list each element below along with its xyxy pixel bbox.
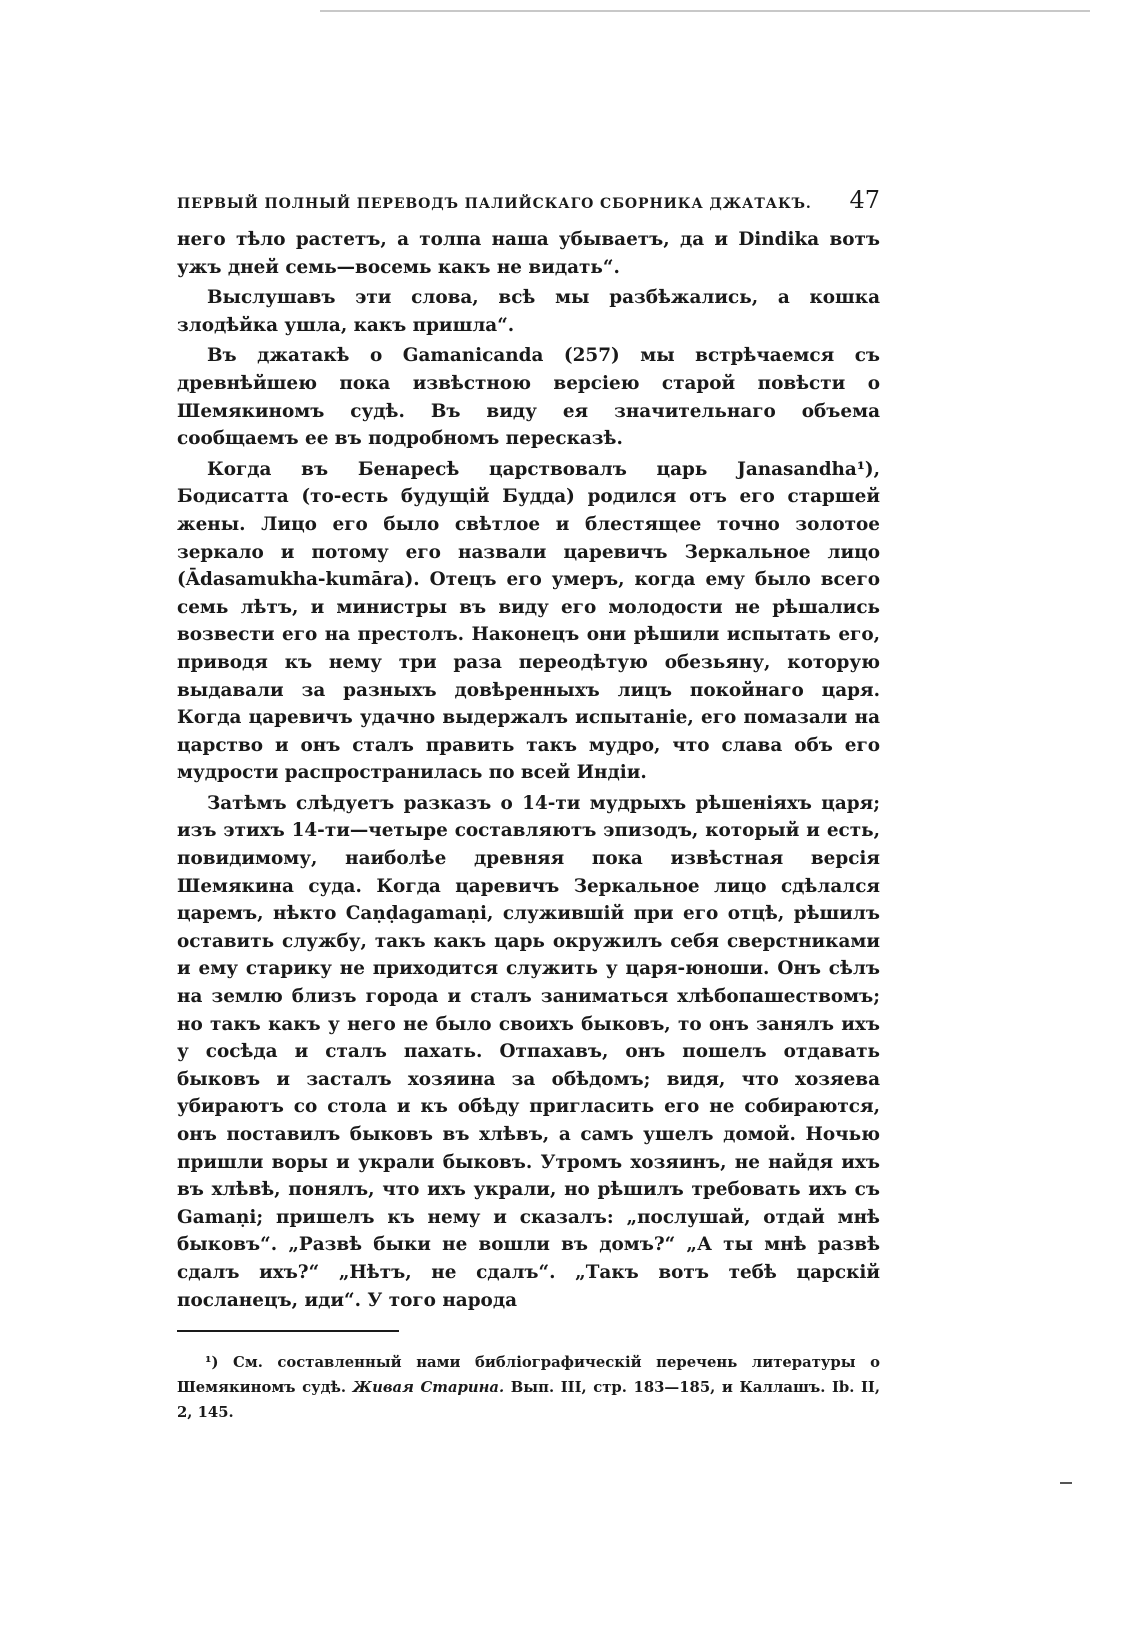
paragraph-5: Затѣмъ слѣдуетъ разказъ о 14-ти мудрыхъ рѣшеніяхъ царя; изъ этихъ 14-ти—четыре составляютъ эпизодъ, который и есть, повидимому, наиболѣе древняя пока извѣстная версія Шемякина суда. Когда царевичъ Зеркальное лицо сдѣлался царемъ, нѣкто Caṇḍagamaṇi, служившій при его отцѣ, рѣшилъ оставить службу, такъ какъ царь окружилъ себя сверстниками и ему старику не приходится служить у царя-юноши. Онъ сѣлъ на землю близъ города и сталъ заниматься хлѣбопашествомъ; но такъ какъ у него не было своихъ быковъ, то онъ занялъ ихъ у сосѣда и сталъ пахать. Отпахавъ, онъ пошелъ отдавать быковъ и засталъ хозяина за обѣдомъ; видя, что хозяева убираютъ со стола и къ обѣду пригласить его не собираются, онъ поставилъ быковъ въ хлѣвъ, а самъ ушелъ домой. Ночью пришли воры и украли быковъ. Утромъ хозяинъ, не найдя ихъ въ хлѣвѣ, понялъ, что ихъ украли, но рѣшилъ требовать ихъ съ Gamaṇi; пришелъ къ нему и сказалъ: „послушай, отдай мнѣ быковъ“. „Развѣ быки не вошли въ домъ?“ „А ты мнѣ развѣ сдалъ ихъ?“ „Нѣтъ, не сдалъ“. „Такъ вотъ тебѣ царскій посланецъ, иди“. У того народа xyxy=(177,792,880,1311)
paragraph-3: Въ джатакѣ о Gamanicanda (257) мы встрѣчаемся съ древнѣйшею пока извѣстною версіею старой повѣсти о Шемякиномъ судѣ. Въ виду ея значительнаго объема сообщаемъ ее въ подробномъ пересказѣ. xyxy=(177,345,880,450)
paragraph-1: него тѣло растетъ, а толпа наша убываетъ, да и Dindika вотъ ужъ дней семь—восемь какъ не видать“. xyxy=(177,229,880,278)
running-header xyxy=(177,186,880,220)
running-title: ПЕРВЫЙ ПОЛНЫЙ ПЕРЕВОДЪ ПАЛИЙСКАГО СБОРНИКА ДЖАТАКЪ. xyxy=(177,196,812,212)
scan-edge-line xyxy=(320,10,1090,12)
footnote-reference: Вып. III, стр. 183—185, и Каллашъ. Ib. II, 2, 145. xyxy=(177,1379,881,1422)
footnote-marker: ¹) xyxy=(205,1354,219,1372)
paragraph-2: Выслушавъ эти слова, всѣ мы разбѣжались, а кошка злодѣйка ушла, какъ пришла“. xyxy=(177,287,880,336)
footnote-text: См. составленный нами библіографическій перечень литературы о Шемякиномъ судѣ. xyxy=(177,1354,880,1397)
footnote-separator xyxy=(177,1330,399,1332)
paragraph-4: Когда въ Бенаресѣ царствовалъ царь Janasandha¹), Бодисатта (то-есть будущій Будда) родился отъ его старшей жены. Лицо его было свѣтлое и блестящее точно золотое зеркало и потому его назвали царевичъ Зеркальное лицо (Ādasamukha-kumāra). Отецъ его умеръ, когда ему было всего семь лѣтъ, и министры въ виду его молодости не рѣшались возвести его на престолъ. Наконецъ они рѣшили испытать его, приводя къ нему три раза переодѣтую обезьяну, которую выдавали за разныхъ довѣренныхъ лицъ покойнаго царя. Когда царевичъ удачно выдержалъ испытаніе, его помазали на царство и онъ сталъ править такъ мудро, что слава объ его мудрости распространилась по всей Индіи. xyxy=(177,458,880,784)
body-text xyxy=(177,226,880,1314)
footnote-journal-title: Живая Старина. xyxy=(352,1379,505,1397)
book-page xyxy=(177,186,880,1425)
page-number: 47 xyxy=(849,186,880,214)
footnote xyxy=(177,1350,880,1425)
scan-speck xyxy=(1060,1482,1072,1484)
